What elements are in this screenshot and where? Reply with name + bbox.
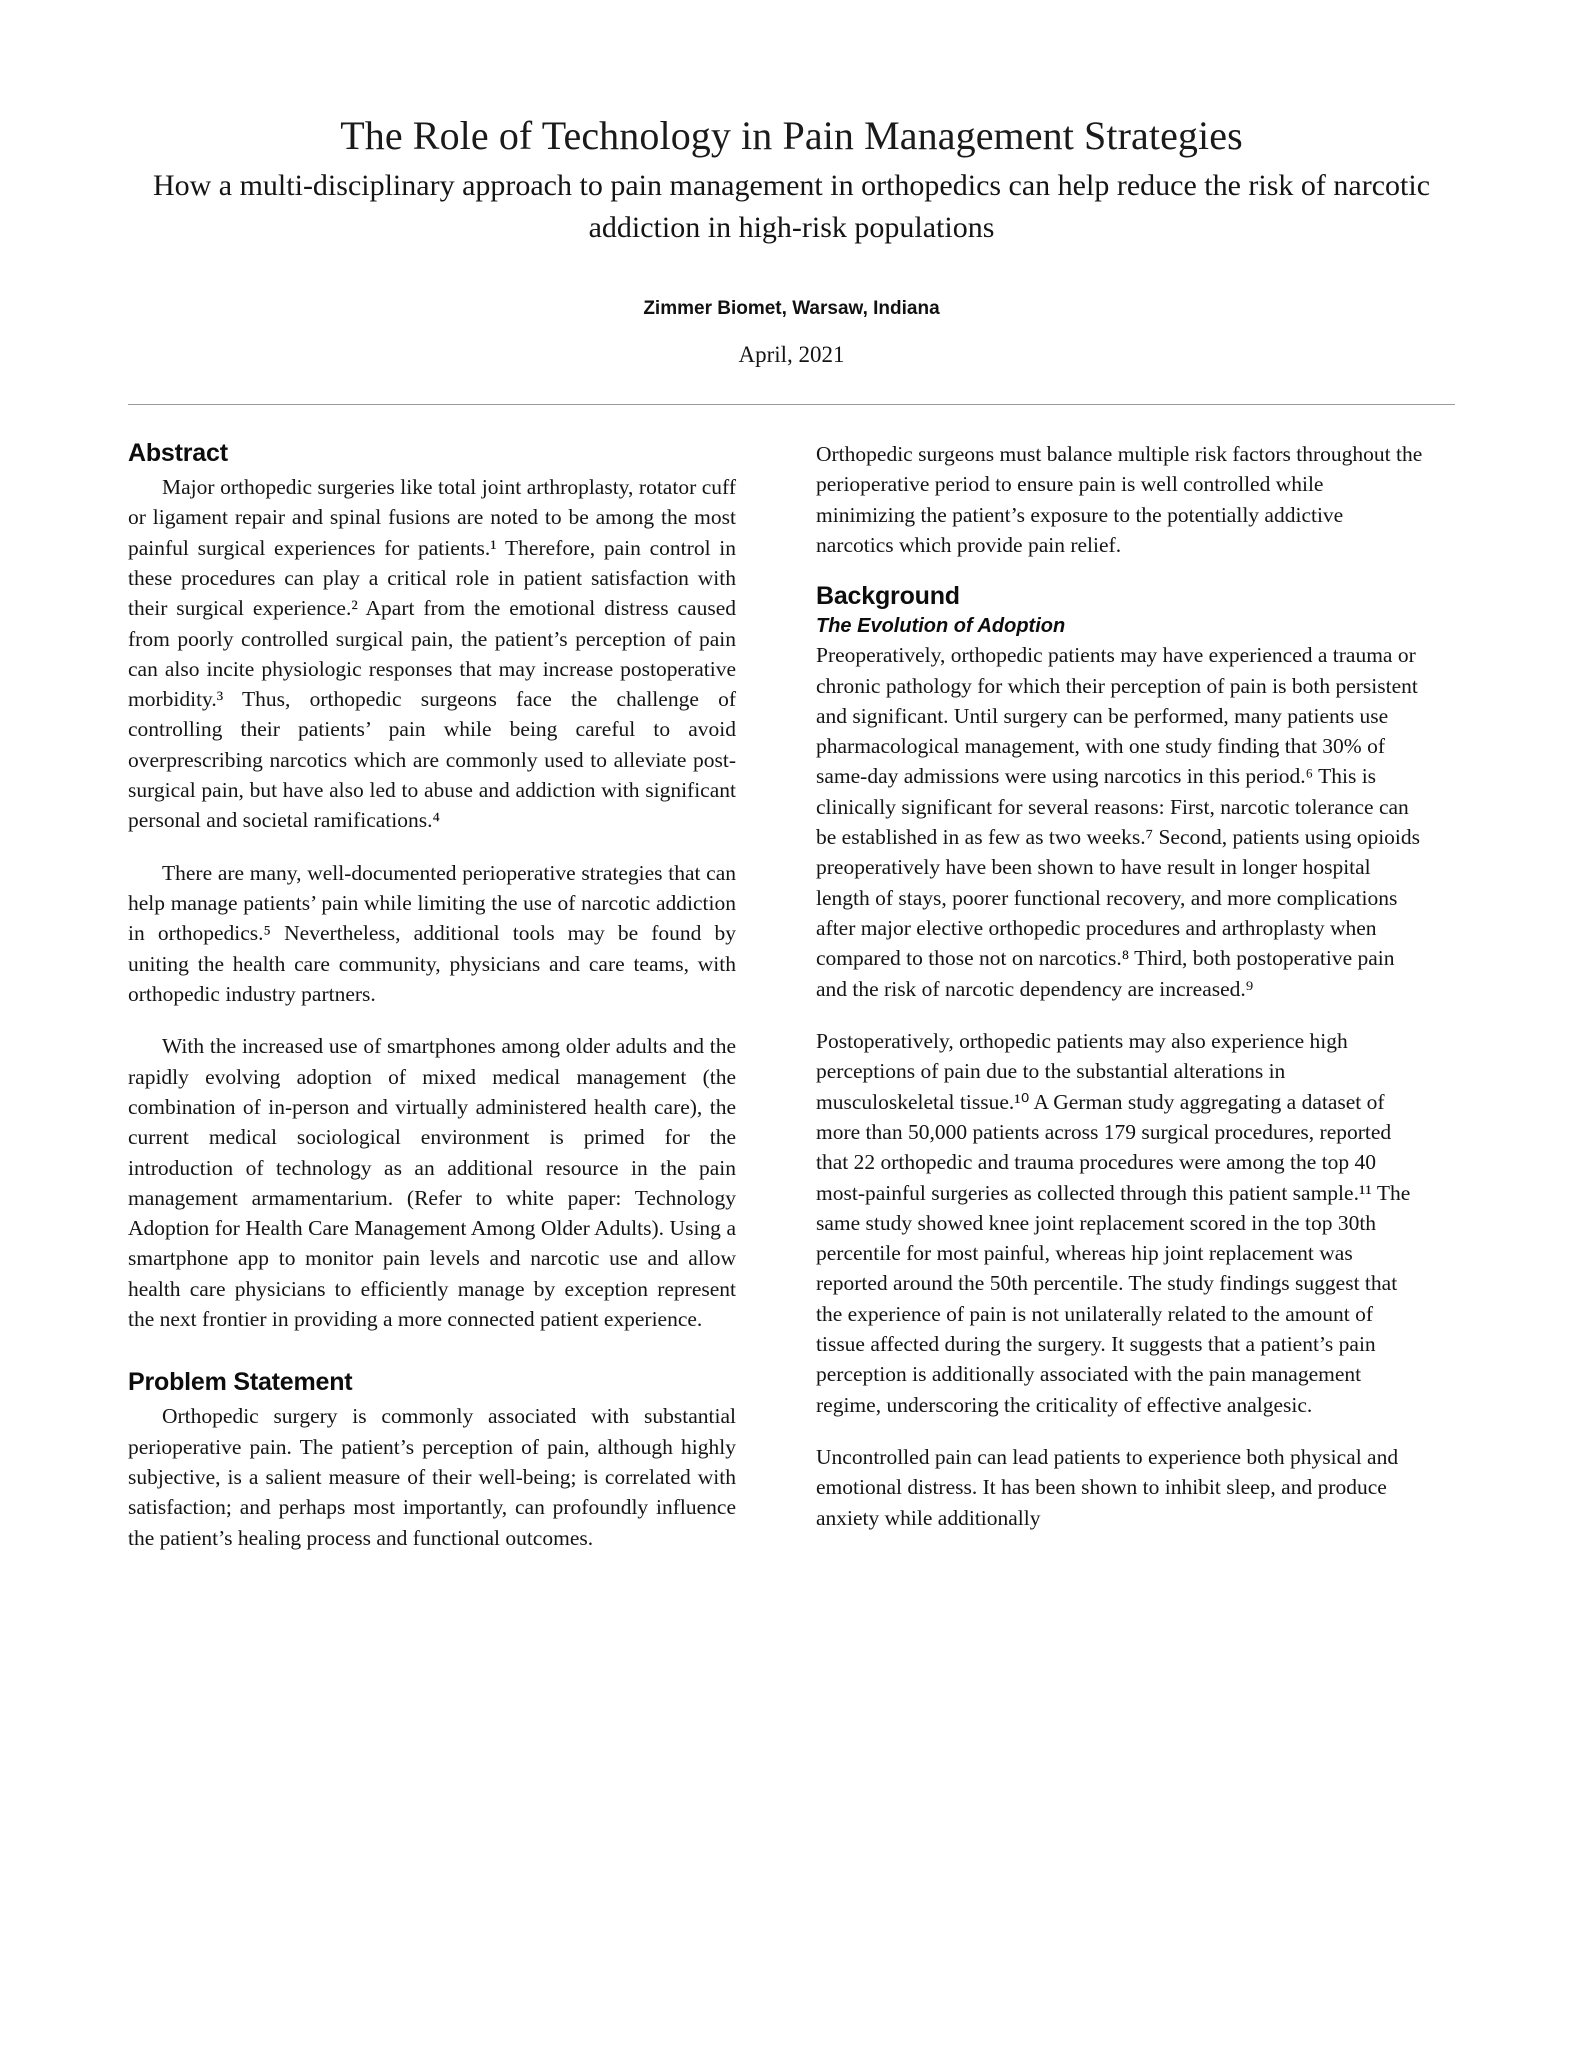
affiliation: Zimmer Biomet, Warsaw, Indiana: [643, 297, 940, 319]
page-title: The Role of Technology in Pain Management Strategies: [340, 113, 1243, 158]
background-paragraph-3: Uncontrolled pain can lead patients to experience both physical and emotional distress. It has been shown to inhibit sleep, and produce anxiety while additionally: [816, 1445, 1399, 1530]
header-divider: [128, 404, 1455, 405]
background-paragraph-1: Preoperatively, orthopedic patients may have experienced a trauma or chronic pathology for which their perception of pain is both persistent and significant. Until surgery can be performed, many patients use pharmacological management, with one study finding that 30% of same-day admissions were using narcotics in this period.⁶ This is clinically significant for several reasons: First, narcotic tolerance can be established in as few as two weeks.⁷ Second, patients using opioids preoperatively have been shown to have result in longer hospital length of stays, poorer functional recovery, and more complications after major elective orthopedic procedures and arthroplasty when compared to those not on narcotics.⁸ Third, both postoperative pain and the risk of narcotic dependency are increased.⁹: [816, 643, 1421, 1001]
left-column: [128, 439, 736, 1575]
abstract-paragraph-1: Major orthopedic surgeries like total joint arthroplasty, rotator cuff or ligament repair and spinal fusions are noted to be among the most painful surgical experiences for patients.¹ Therefore, pain control in these procedures can play a critical role in patient satisfaction with their surgical experience.² Apart from the emotional distress caused from poorly controlled surgical pain, the patient’s perception of pain can also incite physiologic responses that may increase postoperative morbidity.³ Thus, orthopedic surgeons face the challenge of controlling their patients’ pain while being careful to avoid overprescribing narcotics which are commonly used to alleviate post-surgical pain, but have also led to abuse and addiction with significant personal and societal ramifications.⁴: [128, 474, 736, 833]
abstract-paragraph-2: There are many, well-documented perioperative strategies that can help manage patients’ pain while limiting the use of narcotic addiction in orthopedics.⁵ Nevertheless, additional tools may be found by uniting the health care community, physicians and care teams, with orthopedic industry partners.: [128, 860, 736, 1006]
right-column: [816, 439, 1424, 1575]
background-heading: Background: [816, 582, 960, 611]
background-paragraph-2: Postoperatively, orthopedic patients may also experience high perceptions of pain due to the substantial alterations in musculoskeletal tissue.¹⁰ A German study aggregating a dataset of more than 50,000 patients across 179 surgical procedures, reported that 22 orthopedic and trauma procedures were among the top 40 most-painful surgeries as collected through this patient sample.¹¹ The same study showed knee joint replacement scored in the top 30th percentile for most painful, whereas hip joint replacement was reported around the 50th percentile. The study findings suggest that the experience of pain is not unilaterally related to the amount of tissue affected during the surgery. It suggests that a patient’s pain perception is additionally associated with the pain management regime, underscoring the criticality of effective analgesic.: [816, 1028, 1411, 1417]
abstract-paragraph-3: With the increased use of smartphones among older adults and the rapidly evolving adoption of mixed medical management (the combination of in-person and virtually administered health care), the current medical sociological environment is primed for the introduction of technology as an additional resource in the pain management armamentarium. (Refer to white paper: Technology Adoption for Health Care Management Among Older Adults). Using a smartphone app to monitor pain levels and narcotic use and allow health care physicians to efficiently manage by exception represent the next frontier in providing a more connected patient experience.: [128, 1034, 736, 1332]
background-subheading: The Evolution of Adoption: [816, 615, 1066, 638]
page-subtitle: How a multi-disciplinary approach to pain management in orthopedics can help reduce the risk of narcotic addiction in high-risk populations: [152, 168, 1431, 245]
intro-paragraph: Orthopedic surgeons must balance multiple risk factors throughout the perioperative period to ensure pain is well controlled while minimizing the patient’s exposure to the potentially addictive narcotics which provide pain relief.: [816, 441, 1423, 557]
problem-statement-heading: Problem Statement: [128, 1368, 353, 1397]
abstract-heading: Abstract: [128, 438, 228, 467]
problem-statement-paragraph-1: Orthopedic surgery is commonly associated with substantial perioperative pain. The patient’s perception of pain, although highly subjective, is a salient measure of their well-being; is correlated with satisfaction; and perhaps most importantly, can profoundly influence the patient’s healing process and functional outcomes.: [128, 1404, 736, 1550]
two-column-body: [128, 439, 1455, 1575]
publication-date: April, 2021: [738, 341, 845, 367]
